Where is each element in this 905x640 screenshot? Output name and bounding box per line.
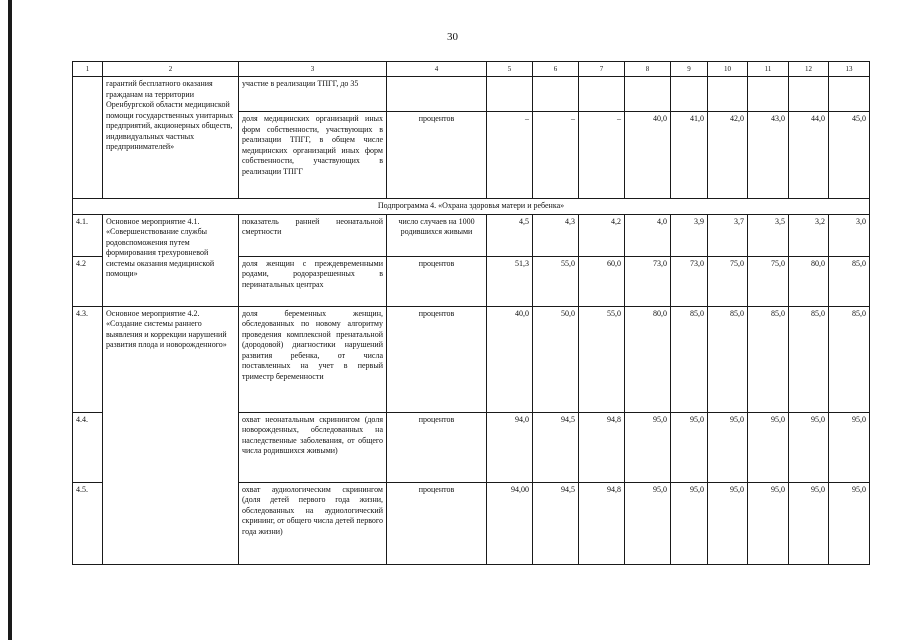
- value-cell: 45,0: [829, 112, 870, 199]
- value-cell: [748, 77, 789, 112]
- row-number: [73, 77, 103, 199]
- indicators-table: [72, 61, 870, 565]
- unit-cell: процентов: [387, 306, 487, 412]
- value-cell: [625, 77, 671, 112]
- unit-cell: процентов: [387, 412, 487, 482]
- value-cell: 3,7: [708, 214, 748, 256]
- value-cell: 94,5: [533, 412, 579, 482]
- indicator-cell: доля беременных женщин, обследованных по новому алгоритму проведения комплексной пренатальной (дородовой) диагностики нарушений развития ребенка, от числа поставленных на учет в первый триместр беременности: [239, 306, 387, 412]
- col-header: 6: [533, 62, 579, 77]
- value-cell: 95,0: [829, 482, 870, 564]
- table-row: [73, 306, 870, 412]
- value-cell: 75,0: [748, 256, 789, 306]
- col-header: 11: [748, 62, 789, 77]
- value-cell: –: [533, 112, 579, 199]
- binding-edge: [8, 0, 12, 640]
- col-header: 2: [103, 62, 239, 77]
- value-cell: [708, 77, 748, 112]
- subprogram-title: Подпрограмма 4. «Охрана здоровья матери и ребенка»: [73, 199, 870, 215]
- value-cell: [829, 77, 870, 112]
- value-cell: 95,0: [625, 482, 671, 564]
- subprogram-row: [73, 199, 870, 215]
- value-cell: 41,0: [671, 112, 708, 199]
- value-cell: 85,0: [748, 306, 789, 412]
- value-cell: 60,0: [579, 256, 625, 306]
- value-cell: 73,0: [671, 256, 708, 306]
- col-header: 9: [671, 62, 708, 77]
- value-cell: 95,0: [789, 482, 829, 564]
- value-cell: [579, 77, 625, 112]
- row-number: 4.1.: [73, 214, 103, 256]
- value-cell: 85,0: [671, 306, 708, 412]
- value-cell: 95,0: [748, 412, 789, 482]
- indicator-cell: участие в реализации ТПГГ, до 35: [239, 77, 387, 112]
- value-cell: 4,0: [625, 214, 671, 256]
- col-header: 10: [708, 62, 748, 77]
- value-cell: 4,5: [487, 214, 533, 256]
- col-header: 4: [387, 62, 487, 77]
- value-cell: 43,0: [748, 112, 789, 199]
- value-cell: 94,0: [487, 412, 533, 482]
- column-number-row: [73, 62, 870, 77]
- col-header: 7: [579, 62, 625, 77]
- unit-cell: [387, 77, 487, 112]
- value-cell: 80,0: [789, 256, 829, 306]
- value-cell: 85,0: [789, 306, 829, 412]
- col-header: 3: [239, 62, 387, 77]
- col-header: 1: [73, 62, 103, 77]
- value-cell: 3,9: [671, 214, 708, 256]
- value-cell: 94,8: [579, 482, 625, 564]
- value-cell: 55,0: [533, 256, 579, 306]
- value-cell: 95,0: [708, 412, 748, 482]
- value-cell: 85,0: [829, 306, 870, 412]
- indicator-cell: доля медицинских организаций иных форм собственности, участвующих в реализации ТПГГ, в общем числе медицинских организаций иных форм собственности, участвующих в реализации ТПГГ: [239, 112, 387, 199]
- value-cell: –: [487, 112, 533, 199]
- event-cell: Основное мероприятие 4.1. «Совершенствование службы родовспоможения путем формирования трехуровневой системы оказания медицинской помощи»: [103, 214, 239, 306]
- unit-cell: процентов: [387, 482, 487, 564]
- value-cell: 55,0: [579, 306, 625, 412]
- value-cell: 95,0: [708, 482, 748, 564]
- row-number: 4.2: [73, 256, 103, 306]
- indicator-cell: охват неонатальным скринингом (доля новорожденных, обследованных на наследственные заболевания, от общего числа родившихся живыми): [239, 412, 387, 482]
- value-cell: [671, 77, 708, 112]
- value-cell: 85,0: [708, 306, 748, 412]
- value-cell: 42,0: [708, 112, 748, 199]
- indicator-cell: охват аудиологическим скринингом (доля детей первого года жизни, обследованных на аудиологический скрининг, от общего числа детей первого года жизни): [239, 482, 387, 564]
- value-cell: 95,0: [748, 482, 789, 564]
- value-cell: 95,0: [625, 412, 671, 482]
- value-cell: 4,2: [579, 214, 625, 256]
- col-header: 8: [625, 62, 671, 77]
- value-cell: 44,0: [789, 112, 829, 199]
- value-cell: 85,0: [829, 256, 870, 306]
- row-number: 4.5.: [73, 482, 103, 564]
- value-cell: 3,5: [748, 214, 789, 256]
- value-cell: 50,0: [533, 306, 579, 412]
- unit-cell: процентов: [387, 112, 487, 199]
- unit-cell: число случаев на 1000 родившихся живыми: [387, 214, 487, 256]
- value-cell: 94,8: [579, 412, 625, 482]
- row-number: 4.4.: [73, 412, 103, 482]
- row-number: 4.3.: [73, 306, 103, 412]
- value-cell: [789, 77, 829, 112]
- value-cell: 51,3: [487, 256, 533, 306]
- value-cell: 3,2: [789, 214, 829, 256]
- unit-cell: процентов: [387, 256, 487, 306]
- value-cell: 75,0: [708, 256, 748, 306]
- event-cell: гарантий бесплатного оказания гражданам на территории Оренбургской области медицинской помощи государственных унитарных предприятий, акционерных обществ, индивидуальных частных предпринимателей»: [103, 77, 239, 199]
- value-cell: [533, 77, 579, 112]
- value-cell: 95,0: [671, 482, 708, 564]
- value-cell: 73,0: [625, 256, 671, 306]
- value-cell: –: [579, 112, 625, 199]
- value-cell: 40,0: [625, 112, 671, 199]
- table-row: [73, 214, 870, 256]
- col-header: 13: [829, 62, 870, 77]
- col-header: 12: [789, 62, 829, 77]
- value-cell: 80,0: [625, 306, 671, 412]
- value-cell: 94,5: [533, 482, 579, 564]
- indicator-cell: показатель ранней неонатальной смертности: [239, 214, 387, 256]
- value-cell: 95,0: [829, 412, 870, 482]
- value-cell: 95,0: [671, 412, 708, 482]
- col-header: 5: [487, 62, 533, 77]
- indicator-cell: доля женщин с преждевременными родами, родоразрешенных в перинатальных центрах: [239, 256, 387, 306]
- event-cell: Основное мероприятие 4.2. «Создание системы раннего выявления и коррекции нарушений развития плода и новорожденного»: [103, 306, 239, 564]
- table-row: [73, 77, 870, 112]
- value-cell: 40,0: [487, 306, 533, 412]
- page-number: 30: [447, 31, 458, 43]
- value-cell: 94,00: [487, 482, 533, 564]
- value-cell: 95,0: [789, 412, 829, 482]
- value-cell: [487, 77, 533, 112]
- value-cell: 4,3: [533, 214, 579, 256]
- value-cell: 3,0: [829, 214, 870, 256]
